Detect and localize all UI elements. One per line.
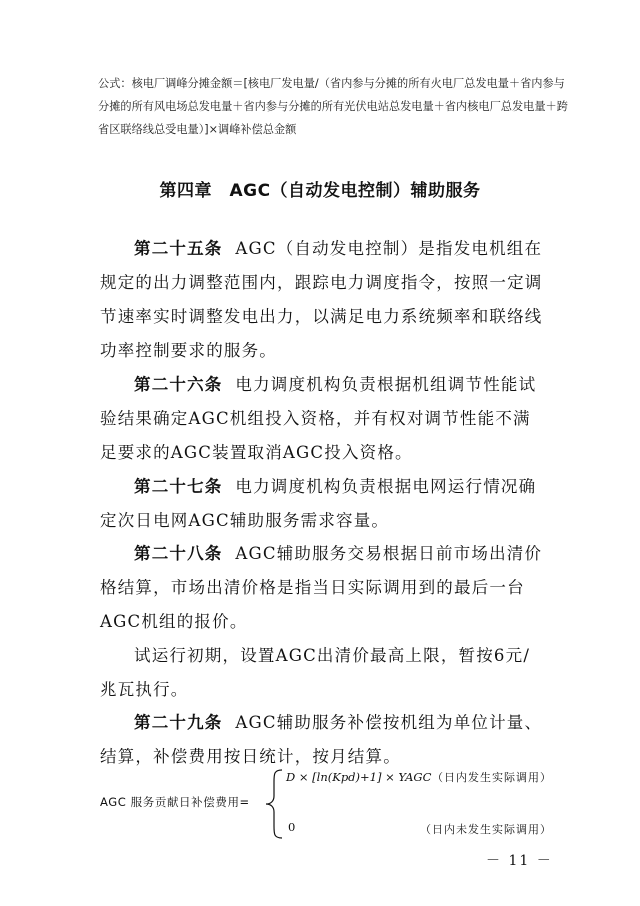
article-text: 电力调度机构负责根据电网运行情况确定次日电网AGC辅助服务需求容量。 <box>100 477 537 530</box>
article-26 <box>100 368 546 470</box>
article-text: AGC辅助服务交易根据日前市场出清价格结算，市场出清价格是指当日实际调用到的最后一台AGC机组的报价。 <box>100 544 543 631</box>
formula-case-2-condition: （日内未发生实际调用） <box>420 823 552 836</box>
article-label: 第二十六条 <box>134 375 223 394</box>
formula-note: 公式：核电厂调峰分摊金额＝[核电厂发电量/（省内参与分摊的所有火电厂总发电量＋省内参与分摊的所有风电场总发电量＋省内参与分摊的所有光伏电站总发电量＋省内核电厂总发电量＋跨省区联络线总受电量）]×调峰补偿总金额 <box>98 77 568 136</box>
page-number: － 11 － <box>486 853 553 869</box>
left-brace-icon <box>264 768 286 840</box>
article-25 <box>100 232 546 368</box>
formula-case-1-condition: （日内发生实际调用） <box>432 771 552 784</box>
article-label: 第二十五条 <box>134 239 223 258</box>
article-text: 试运行初期，设置AGC出清价最高上限，暂按6元/兆瓦执行。 <box>100 646 531 699</box>
formula-case-2: 0 <box>288 820 296 834</box>
article-text: 电力调度机构负责根据机组调节性能试验结果确定AGC机组投入资格，并有权对调节性能不满足要求的AGC装置取消AGC投入资格。 <box>100 375 537 462</box>
article-text: AGC（自动发电控制）是指发电机组在规定的出力调整范围内，跟踪电力调度指令，按照一定调节速率实时调整发电出力，以满足电力系统频率和联络线功率控制要求的服务。 <box>100 239 543 360</box>
chapter-title: 第四章 AGC（自动发电控制）辅助服务 <box>159 181 481 201</box>
article-27 <box>100 470 546 538</box>
article-label: 第二十九条 <box>134 713 223 732</box>
formula-lhs: AGC 服务贡献日补偿费用= <box>100 795 250 809</box>
article-text: AGC辅助服务补偿按机组为单位计量、结算，补偿费用按日统计，按月结算。 <box>100 713 543 766</box>
agc-compensation-formula <box>0 766 640 846</box>
article-29 <box>100 706 546 774</box>
formula-case-1: D × [ln(Kpd)+1] × YAGC <box>286 770 432 784</box>
article-label: 第二十七条 <box>134 477 223 496</box>
article-label: 第二十八条 <box>134 544 223 563</box>
article-28 <box>100 537 546 639</box>
trial-period-paragraph <box>100 639 546 707</box>
